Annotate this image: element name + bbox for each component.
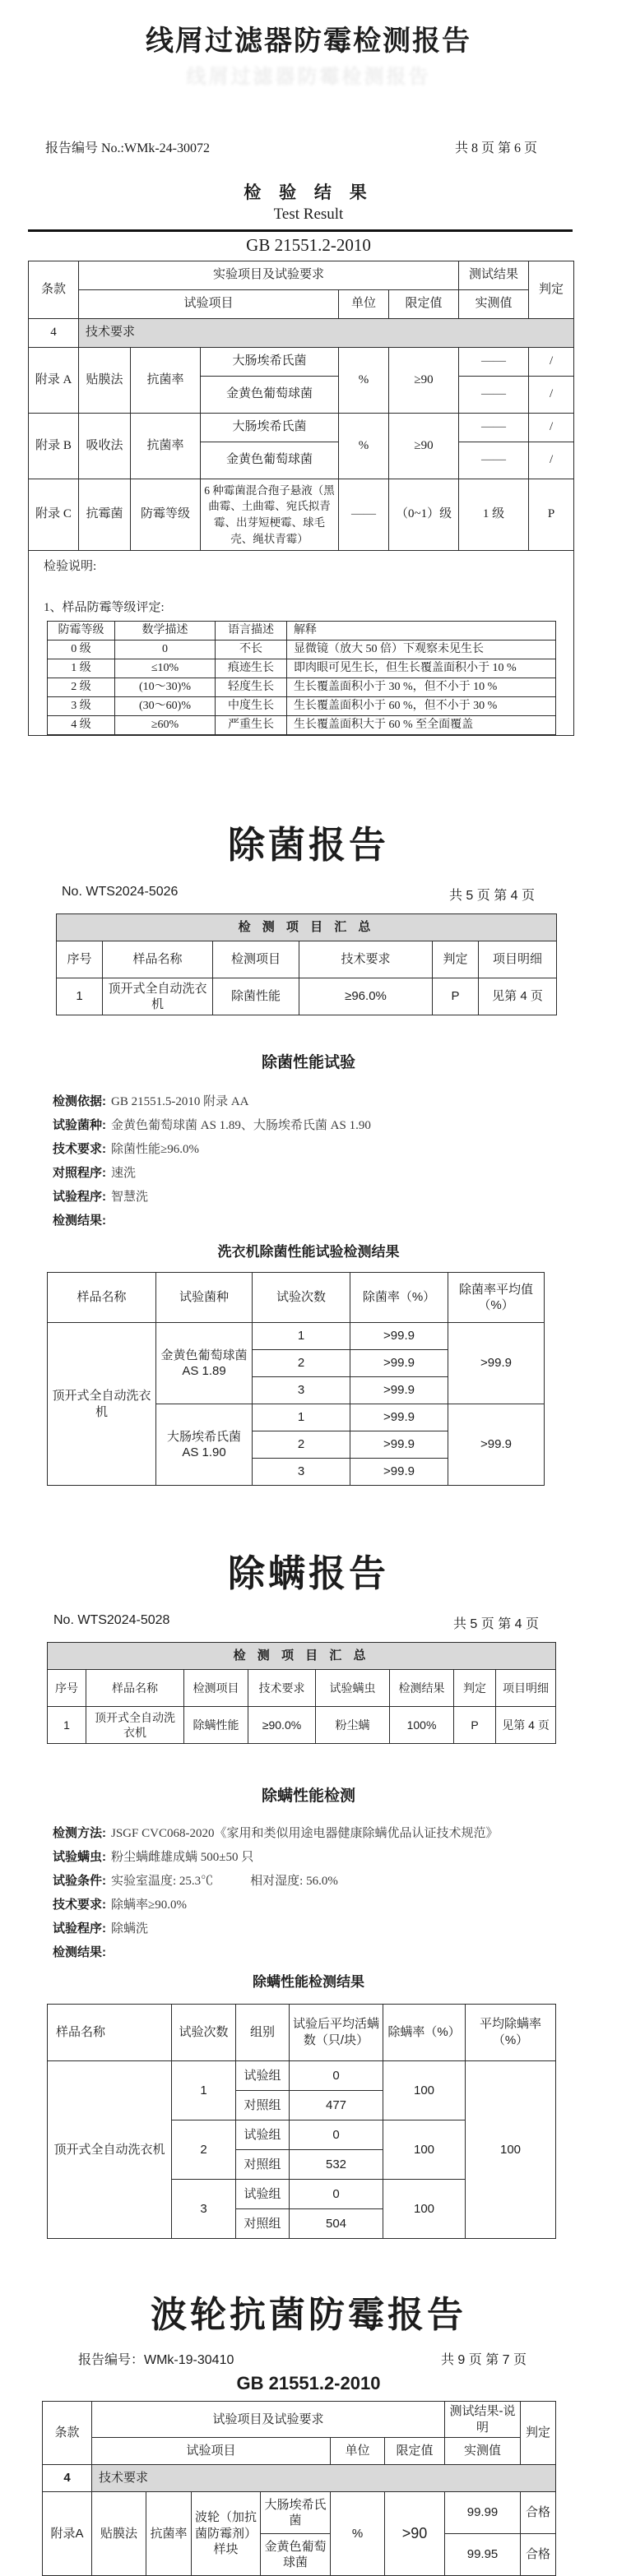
- s4-rate: 抗菌率: [146, 2492, 192, 2576]
- s4-th-clause: 条款: [43, 2402, 92, 2465]
- mold-grade-table: [47, 621, 556, 735]
- appendix-a-limit: ≥90: [389, 348, 459, 414]
- s3r-rate: 100: [383, 2120, 466, 2180]
- grade-cell: 轻度生长: [216, 678, 287, 697]
- s3-h-item: 检测项目: [184, 1670, 248, 1707]
- s4-th-limit: 限定值: [385, 2438, 445, 2465]
- s3-line-label: 检测结果:: [53, 1945, 106, 1959]
- s3r-group: 对照组: [236, 2091, 290, 2120]
- th-test-result: 测试结果: [459, 261, 529, 290]
- appendix-a-unit: %: [339, 348, 389, 414]
- s3-line-label: 试验条件:: [53, 1874, 106, 1888]
- section2-subtitle: 除菌性能试验: [261, 1054, 355, 1071]
- appendix-b-judge-1: /: [529, 414, 574, 442]
- section3-meta: [0, 1613, 617, 1632]
- s2r-h-times: 试验次数: [253, 1273, 350, 1323]
- section1-page-indicator: 共 8 页 第 6 页: [454, 141, 537, 155]
- summary-band: 检 测 项 目 汇 总: [48, 1643, 556, 1670]
- grade-cell: 生长覆盖面积大于 60 % 至全面覆盖: [287, 716, 556, 735]
- section3-results-title: 除螨性能检测结果: [253, 1974, 364, 1990]
- s3r-h-sample: 样品名称: [48, 2005, 172, 2061]
- s3r-trial-n: 1: [172, 2061, 236, 2120]
- s3r-count: 0: [290, 2180, 383, 2209]
- appendix-a-method: 贴膜法: [79, 348, 131, 414]
- grade-cell: 即肉眼可见生长，但生长覆盖面积小于 10 %: [287, 659, 556, 678]
- trial-n: 1: [253, 1323, 350, 1350]
- s3r-h-rate: 除螨率（%）: [383, 2005, 466, 2061]
- section3-results-table: [47, 2004, 556, 2239]
- appendix-b-unit: %: [339, 414, 389, 479]
- s4-th-item-req: 试验项目及试验要求: [92, 2402, 445, 2438]
- section1-result-table: [28, 261, 574, 736]
- s3-line-value: JSGF CVC068-2020《家用和类似用途电器健康除螨优品认证技术规范》: [111, 1827, 499, 1840]
- appendix-c-limit: （0~1）级: [389, 479, 459, 551]
- grade-cell: 3 级: [48, 697, 115, 716]
- horizontal-rule: [28, 229, 573, 232]
- appendix-b-measured-2: ——: [459, 442, 529, 479]
- s3r-group: 试验组: [236, 2180, 290, 2209]
- section2-results-table: [47, 1272, 545, 1486]
- appendix-a-staph: 金黄色葡萄球菌: [201, 377, 339, 414]
- result-heading-cn: 检 验 结 果: [244, 183, 373, 202]
- appendix-b-method: 吸收法: [79, 414, 131, 479]
- s3r-sample: 顶开式全自动洗衣机: [48, 2061, 172, 2239]
- grade-h-level: 防霉等级: [48, 622, 115, 641]
- s2r-bacteria-1: [156, 1323, 253, 1404]
- grade-cell: 生长覆盖面积小于 30 %，但不小于 10 %: [287, 678, 556, 697]
- s4-judge-2: 合格: [521, 2534, 556, 2576]
- s4-method: 贴膜法: [92, 2492, 146, 2576]
- grade-row-1: [48, 659, 556, 678]
- s4-judge-1: 合格: [521, 2492, 556, 2534]
- s4-ecoli: 大肠埃希氏菌: [261, 2492, 331, 2534]
- s3-cell-sample: 顶开式全自动洗衣机: [86, 1707, 184, 1744]
- trial-n: 2: [253, 1431, 350, 1459]
- s2-h-index: 序号: [57, 941, 103, 978]
- section1-ghost-bleedthrough: 线屑过滤器防霉检测报告: [186, 66, 431, 88]
- th-test-item: 试验项目: [79, 290, 339, 319]
- summary-band: 检 测 项 目 汇 总: [57, 914, 557, 941]
- grade-cell: (10～30)%: [115, 678, 216, 697]
- appendix-b-limit: ≥90: [389, 414, 459, 479]
- s3-line-value: 实验室温度: 25.3℃ 相对湿度: 56.0%: [111, 1875, 338, 1888]
- s2-cell-item: 除菌性能: [213, 978, 299, 1015]
- s3-line-value: 除螨率≥90.0%: [111, 1898, 187, 1912]
- s3-line-value: 除螨洗: [111, 1922, 149, 1935]
- section3-summary-table: [47, 1642, 556, 1744]
- clause-4: 4: [29, 319, 79, 348]
- s4-th-judge: 判定: [521, 2402, 556, 2465]
- grade-h-math: 数学描述: [115, 622, 216, 641]
- section3-page-indicator: 共 5 页 第 4 页: [452, 1617, 539, 1631]
- s3-cell-index: 1: [48, 1707, 86, 1744]
- appendix-a-measured-2: ——: [459, 377, 529, 414]
- section2-meta: [0, 885, 617, 904]
- appendix-a-judge-1: /: [529, 348, 574, 377]
- appendix-b-measured-1: ——: [459, 414, 529, 442]
- grade-cell: 显微镜（放大 50 倍）下观察未见生长: [287, 641, 556, 659]
- avg-rate-1: >99.9: [448, 1323, 545, 1404]
- s3r-group: 对照组: [236, 2150, 290, 2180]
- s2-cell-index: 1: [57, 978, 103, 1015]
- s2-line-value: 除菌性能≥96.0%: [111, 1143, 199, 1156]
- s3r-h-times: 试验次数: [172, 2005, 236, 2061]
- appendix-b-judge-2: /: [529, 442, 574, 479]
- s3r-count: 0: [290, 2120, 383, 2150]
- section3-subtitle: 除螨性能检测: [261, 1787, 355, 1805]
- s3-cell-detail: 见第 4 页: [496, 1707, 556, 1744]
- s3r-count: 532: [290, 2150, 383, 2180]
- s2-h-req: 技术要求: [299, 941, 433, 978]
- appendix-a-measured-1: ——: [459, 348, 529, 377]
- section4-result-table: [42, 2401, 556, 2576]
- trial-rate: >99.9: [350, 1431, 448, 1459]
- avg-rate-2: >99.9: [448, 1404, 545, 1486]
- result-heading-en: Test Result: [273, 206, 344, 223]
- s2-summary-row: [57, 978, 557, 1015]
- s3r-avg: 100: [466, 2061, 556, 2239]
- s3-h-judge: 判定: [454, 1670, 496, 1707]
- s4-tech-req-band: 技术要求: [92, 2465, 556, 2492]
- s4-limit: >90: [385, 2492, 445, 2576]
- appendix-a-item: 抗菌率: [131, 348, 201, 414]
- grade-cell: 0 级: [48, 641, 115, 659]
- s3-line-label: 试验螨虫:: [53, 1850, 106, 1864]
- grade-cell: ≤10%: [115, 659, 216, 678]
- s3r-count: 0: [290, 2061, 383, 2091]
- grade-cell: 不长: [216, 641, 287, 659]
- s3-h-req: 技术要求: [248, 1670, 316, 1707]
- s3r-count: 477: [290, 2091, 383, 2120]
- s3r-count: 504: [290, 2209, 383, 2239]
- grade-row-0: [48, 641, 556, 659]
- th-item-req: 实验项目及试验要求: [79, 261, 459, 290]
- s2-line-label: 对照程序:: [53, 1166, 106, 1180]
- s3r-group: 试验组: [236, 2061, 290, 2091]
- trial-rate: >99.9: [350, 1459, 448, 1486]
- s3-cell-mite: 粉尘螨: [316, 1707, 390, 1744]
- s3-line-label: 检测方法:: [53, 1826, 106, 1840]
- appendix-c-clause: 附录 C: [29, 479, 79, 551]
- appendix-b-item: 抗菌率: [131, 414, 201, 479]
- section2-detail-lines: [53, 1089, 617, 1232]
- s2-cell-judge: P: [433, 978, 479, 1015]
- grade-cell: 2 级: [48, 678, 115, 697]
- trial-rate: >99.9: [350, 1350, 448, 1377]
- bacteria-strain: AS 1.89: [182, 1364, 226, 1378]
- notes-heading: 检验说明:: [44, 560, 97, 573]
- grade-cell: 严重生长: [216, 716, 287, 735]
- s2r-h-rate: 除菌率（%）: [350, 1273, 448, 1323]
- s2-cell-sample: 顶开式全自动洗衣机: [103, 978, 213, 1015]
- appendix-a-ecoli: 大肠埃希氏菌: [201, 348, 339, 377]
- s3-h-sample: 样品名称: [86, 1670, 184, 1707]
- s3r-row: [48, 2061, 556, 2091]
- s3-h-detail: 项目明细: [496, 1670, 556, 1707]
- trial-rate: >99.9: [350, 1323, 448, 1350]
- bacteria-name: 金黄色葡萄球菌: [160, 1348, 248, 1362]
- grade-cell: 痕迹生长: [216, 659, 287, 678]
- s3-cell-req: ≥90.0%: [248, 1707, 316, 1744]
- s3r-group: 对照组: [236, 2209, 290, 2239]
- section4-page-indicator: 共 9 页 第 7 页: [440, 2353, 527, 2367]
- s2-line-label: 检测结果:: [53, 1214, 106, 1228]
- s2-line-value: GB 21551.5-2010 附录 AA: [111, 1095, 249, 1108]
- s4-measured-2: 99.95: [445, 2534, 521, 2576]
- appendix-a-clause: 附录 A: [29, 348, 79, 414]
- section2-report-number: No. WTS2024-5026: [62, 885, 179, 899]
- s4-measured-1: 99.99: [445, 2492, 521, 2534]
- s2-h-judge: 判定: [433, 941, 479, 978]
- appendix-c-method: 抗霉菌: [79, 479, 131, 551]
- th-unit: 单位: [339, 290, 389, 319]
- s3r-rate: 100: [383, 2061, 466, 2120]
- grade-cell: (30～60)%: [115, 697, 216, 716]
- grade-h-lang: 语言描述: [216, 622, 287, 641]
- appendix-c-judge: P: [529, 479, 574, 551]
- trial-n: 3: [253, 1377, 350, 1404]
- s2r-h-bacteria: 试验菌种: [156, 1273, 253, 1323]
- s3-summary-row: [48, 1707, 556, 1744]
- s3r-h-avg: 平均除螨率（%）: [466, 2005, 556, 2061]
- s3r-rate: 100: [383, 2180, 466, 2239]
- s4-th-unit: 单位: [331, 2438, 385, 2465]
- section4-standard: GB 21551.2-2010: [236, 2373, 381, 2393]
- grade-cell: 4 级: [48, 716, 115, 735]
- s4-staph: 金黄色葡萄球菌: [261, 2534, 331, 2576]
- s3-line-label: 试验程序:: [53, 1922, 106, 1935]
- th-judge: 判定: [529, 261, 574, 319]
- grade-row-3: [48, 697, 556, 716]
- trial-n: 2: [253, 1350, 350, 1377]
- section1-report-number: 报告编号 No.:WMk-24-30072: [45, 141, 210, 155]
- th-measured: 实测值: [459, 290, 529, 319]
- appendix-c-measured: 1 级: [459, 479, 529, 551]
- trial-rate: >99.9: [350, 1404, 448, 1431]
- s3-cell-item: 除螨性能: [184, 1707, 248, 1744]
- tech-req-band: 技术要求: [79, 319, 574, 348]
- s3-line-value: 粉尘螨雌雄成螨 500±50 只: [111, 1851, 254, 1864]
- section1-standard: GB 21551.2-2010: [246, 235, 371, 255]
- section3-report-number: No. WTS2024-5028: [53, 1613, 170, 1627]
- s2-line-label: 试验程序:: [53, 1190, 106, 1204]
- s4-clause-4: 4: [43, 2465, 92, 2492]
- s4-unit: %: [331, 2492, 385, 2576]
- s2-line-value: 速洗: [111, 1167, 137, 1180]
- s4-sample: 波轮（加抗菌防霉剂）样块: [192, 2492, 261, 2576]
- section1-title: 线屑过滤器防霉检测报告: [146, 25, 471, 57]
- s2-h-detail: 项目明细: [479, 941, 557, 978]
- notes-cell: [29, 551, 574, 736]
- grade-cell: 0: [115, 641, 216, 659]
- s2-cell-detail: 见第 4 页: [479, 978, 557, 1015]
- trial-n: 1: [253, 1404, 350, 1431]
- s2-h-item: 检测项目: [213, 941, 299, 978]
- bacteria-strain: AS 1.90: [182, 1445, 226, 1459]
- th-clause: 条款: [29, 261, 79, 319]
- grade-row-4: [48, 716, 556, 735]
- appendix-c-item: 防霉等级: [131, 479, 201, 551]
- s3-line-label: 技术要求:: [53, 1898, 106, 1912]
- section4-meta: [0, 2349, 617, 2368]
- s4-th-measured: 实测值: [445, 2438, 521, 2465]
- s2-line-value: 智慧洗: [111, 1191, 149, 1204]
- appendix-c-desc: 6 种霉菌混合孢子悬液（黑曲霉、土曲霉、宛氏拟青霉、出芽短梗霉、球毛壳、绳状青霉）: [201, 479, 339, 551]
- s3r-trial-n: 2: [172, 2120, 236, 2180]
- section2-results-title: 洗衣机除菌性能试验检测结果: [217, 1244, 400, 1260]
- th-limit: 限定值: [389, 290, 459, 319]
- notes-item-1: 1、样品防霉等级评定:: [44, 600, 165, 614]
- s2-line-label: 检测依据:: [53, 1094, 106, 1108]
- s4-th-test-item: 试验项目: [92, 2438, 331, 2465]
- s2r-h-avg: 除菌率平均值（%）: [448, 1273, 545, 1323]
- trial-rate: >99.9: [350, 1377, 448, 1404]
- grade-cell: ≥60%: [115, 716, 216, 735]
- s2-line-label: 技术要求:: [53, 1142, 106, 1156]
- s3-cell-judge: P: [454, 1707, 496, 1744]
- section4-title: 波轮抗菌防霉报告: [151, 2295, 466, 2335]
- section2-title: 除菌报告: [227, 824, 389, 866]
- appendix-b-staph: 金黄色葡萄球菌: [201, 442, 339, 479]
- section2-page-indicator: 共 5 页 第 4 页: [448, 889, 535, 903]
- section4-report-number: 报告编号：WMk-19-30410: [78, 2353, 234, 2367]
- s2r-bacteria-2: [156, 1404, 253, 1486]
- grade-cell: 1 级: [48, 659, 115, 678]
- s3-h-result: 检测结果: [390, 1670, 454, 1707]
- trial-n: 3: [253, 1459, 350, 1486]
- s3r-group: 试验组: [236, 2120, 290, 2150]
- s3r-h-count: 试验后平均活螨数（只/块）: [290, 2005, 383, 2061]
- grade-row-2: [48, 678, 556, 697]
- section3-title: 除螨报告: [227, 1552, 389, 1594]
- s2r-row: [48, 1323, 545, 1350]
- s2-line-value: 金黄色葡萄球菌 AS 1.89、大肠埃希氏菌 AS 1.90: [111, 1119, 371, 1132]
- s4-appendix-a: 附录A: [43, 2492, 92, 2576]
- s3-h-mite: 试验螨虫: [316, 1670, 390, 1707]
- s2-line-label: 试验菌种:: [53, 1118, 106, 1132]
- s4-data-row: [43, 2492, 556, 2534]
- grade-h-expl: 解释: [287, 622, 556, 641]
- s2r-h-sample: 样品名称: [48, 1273, 156, 1323]
- grade-cell: 生长覆盖面积小于 60 %，但不小于 30 %: [287, 697, 556, 716]
- bacteria-name: 大肠埃希氏菌: [166, 1429, 241, 1444]
- section2-summary-table: [56, 913, 557, 1015]
- s3-cell-result: 100%: [390, 1707, 454, 1744]
- s3-h-index: 序号: [48, 1670, 86, 1707]
- s3r-trial-n: 3: [172, 2180, 236, 2239]
- s2-cell-req: ≥96.0%: [299, 978, 433, 1015]
- s3r-h-group: 组别: [236, 2005, 290, 2061]
- appendix-b-ecoli: 大肠埃希氏菌: [201, 414, 339, 442]
- appendix-a-judge-2: /: [529, 377, 574, 414]
- grade-cell: 中度生长: [216, 697, 287, 716]
- appendix-b-clause: 附录 B: [29, 414, 79, 479]
- s4-th-result: 测试结果-说明: [445, 2402, 521, 2438]
- section1-meta: [0, 137, 617, 156]
- section3-detail-lines: [53, 1820, 617, 1963]
- s2-h-sample: 样品名称: [103, 941, 213, 978]
- s2r-sample: 顶开式全自动洗衣机: [48, 1323, 156, 1486]
- scanned-report-page: [0, 18, 617, 2569]
- appendix-c-unit: ——: [339, 479, 389, 551]
